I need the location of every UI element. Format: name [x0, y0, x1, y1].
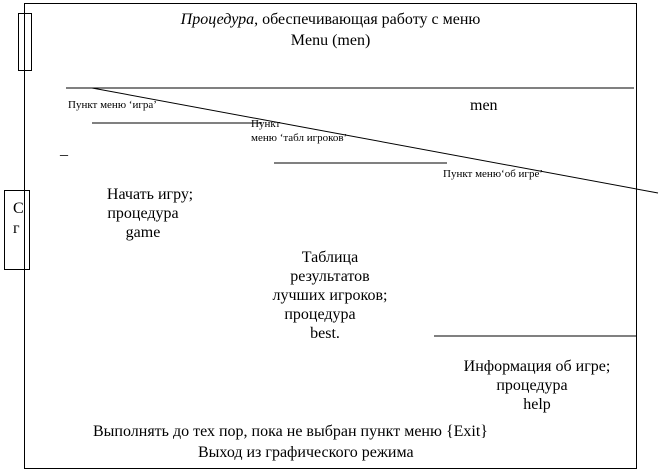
best-line-1: Таблица [301, 249, 359, 266]
men-label: men [470, 97, 498, 114]
best-block [250, 248, 410, 343]
title-line-1 [24, 10, 637, 29]
menu-item-table-label-1: Пункт [251, 118, 281, 130]
help-line-3: help [523, 396, 551, 413]
help-line-2: процедура [496, 377, 568, 394]
best-line-4: процедура [284, 306, 356, 323]
title-line-2: Menu (men) [290, 32, 371, 49]
game-block [80, 185, 220, 242]
best-line-2: результатов [290, 268, 370, 285]
help-block [440, 357, 634, 414]
dash-mark: _ [60, 141, 68, 158]
game-line-1: Начать игру; [106, 186, 194, 203]
game-line-3: game [125, 224, 161, 241]
menu-item-table-label-2: меню ‘табл игроков’ [251, 132, 348, 144]
menu-diagonal-line [92, 88, 658, 193]
title-italic-word: Процедура [180, 11, 255, 28]
title-rest: , обеспечивающая работу с меню [254, 11, 481, 28]
best-line-5: best. [310, 325, 340, 342]
menu-item-game-label: Пункт меню ‘игра’ [68, 99, 157, 111]
exit-graphics-mode: Выход из графического режима [198, 444, 414, 461]
stray-letter-1: C [13, 200, 24, 217]
menu-item-about-label: Пункт меню‘об игре’ [443, 168, 543, 180]
loop-condition: Выполнять до тех пор, пока не выбран пункт меню {Exit} [93, 423, 488, 440]
best-line-3: лучших игроков; [272, 287, 388, 304]
stray-letter-2: г [13, 220, 20, 237]
game-line-2: процедура [107, 205, 179, 222]
help-line-1: Информация об игре; [463, 358, 611, 375]
